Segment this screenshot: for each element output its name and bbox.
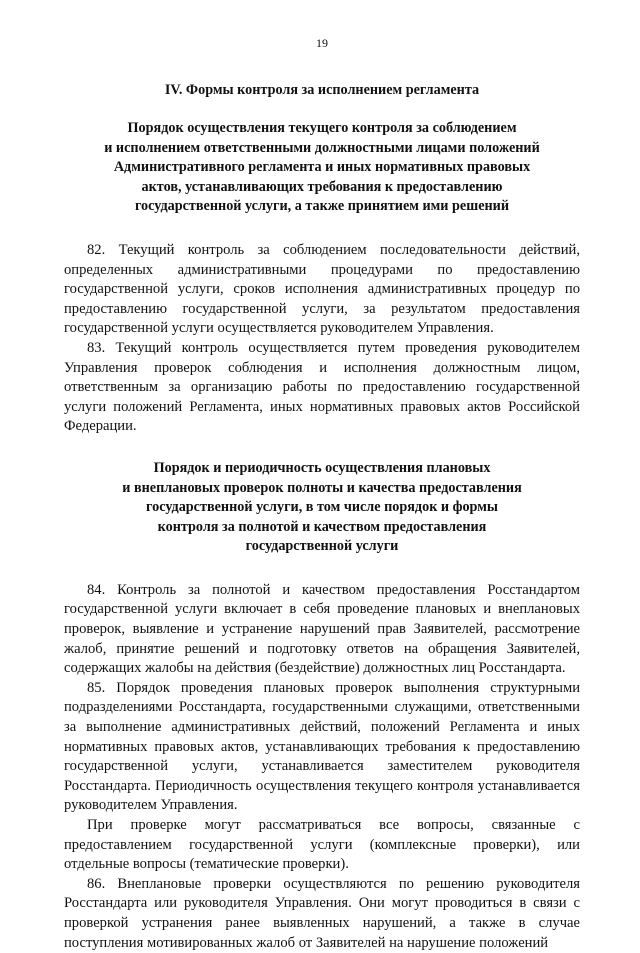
heading-line: и исполнением ответственными должностными лицами положений (104, 139, 540, 156)
heading-line: контроля за полнотой и качеством предоставления (157, 518, 487, 535)
heading-line: государственной услуги, в том числе порядок и формы (146, 499, 498, 516)
paragraph-84: 84. Контроль за полнотой и качеством предоставления Росстандартом государственной услуги включает в себя проведение плановых и внеплановых проверок, выявление и устранение нарушений прав Заявителей, рассмотрение жалоб, принятие решений и подготовку ответов на обращения Заявителей, содержащих жалобы на действия (бездействие) должностных лиц Росстандарта. (64, 581, 580, 677)
heading-line: актов, устанавливающих требования к предоставлению (141, 178, 503, 195)
section-title: IV. Формы контроля за исполнением регламента (164, 82, 480, 98)
heading-line: и внеплановых проверок полноты и качества предоставления (122, 479, 522, 496)
heading-line: государственной услуги, а также принятием ими решений (134, 198, 510, 215)
paragraph-82: 82. Текущий контроль за соблюдением последовательности действий, определенных административными процедурами по предоставлению государственной услуги, сроков исполнения административных процедур по предоставлению государственной услуги, за результатом предоставления государственной услуги осуществляется руководителем Управления. (64, 241, 580, 337)
heading-line: Административного регламента и иных нормативных правовых (113, 159, 531, 176)
page-number: 19 (316, 36, 328, 50)
subsection-heading-inspections (64, 459, 580, 557)
heading-line: Порядок и периодичность осуществления плановых (153, 459, 491, 476)
paragraph-83: 83. Текущий контроль осуществляется путем проведения руководителем Управления проверок соблюдения и исполнения должностным лицом, ответственным за организацию работы по предоставлению государственной услуги положений Регламента, иных нормативных правовых актов Российской Федерации. (64, 339, 580, 435)
heading-line: государственной услуги (245, 538, 399, 555)
paragraph-85: 85. Порядок проведения плановых проверок выполнения структурными подразделениями Росстандарта, государственными служащими, ответственными за выполнение административных действий, положений Регламента и иных нормативных правовых актов, устанавливающих требования к предоставлению государственной услуги, устанавливается заместителем руководителя Росстандарта. Периодичность осуществления текущего контроля устанавливается руководителем Управления. (64, 679, 580, 814)
paragraph-86: 86. Внеплановые проверки осуществляются по решению руководителя Росстандарта или руководителя Управления. Они могут проводиться в связи с проверкой устранения ранее выявленных нарушений, а также в случае поступления мотивированных жалоб от Заявителей на нарушение положений (64, 875, 580, 951)
heading-line: Порядок осуществления текущего контроля за соблюдением (127, 120, 517, 136)
subsection-heading-current-control (64, 119, 580, 217)
paragraph-85-continued: При проверке могут рассматриваться все вопросы, связанные с предоставлением государственной услуги (комплексные проверки), или отдельные вопросы (тематические проверки). (64, 817, 580, 873)
